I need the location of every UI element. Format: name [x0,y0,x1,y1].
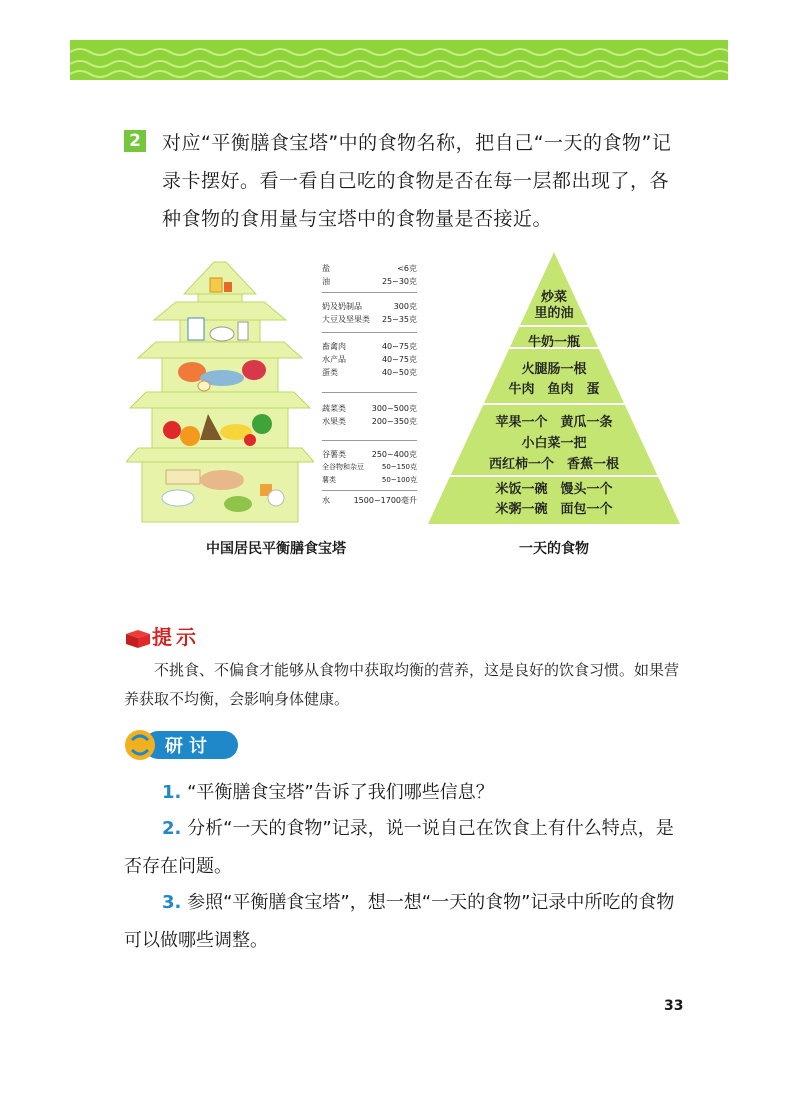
food-layer-grain: 米饭一碗 馒头一个 米粥一碗 面包一个 [495,482,613,517]
hint-title: 提示 [152,625,200,649]
table-row [322,353,417,366]
food-name: 奶及奶制品 [322,302,362,311]
food-name: 大豆及坚果类 [322,315,370,324]
discussion-question-3 [124,884,686,960]
question-number: 2. [162,818,182,839]
discussion-question-1 [124,774,686,812]
table-divider [322,332,417,333]
food-amount: 50~100克 [381,476,417,484]
balanced-diet-pagoda-illustration [126,254,314,528]
food-name: 水 [322,496,330,505]
table-row [322,494,417,507]
table-divider [322,392,417,393]
step-number-badge: 2 [124,130,146,152]
page-number: 33 [664,998,684,1014]
food-amount: <6克 [397,264,417,273]
food-layer-fruit-vegetable: 苹果一个 黄瓜一条 小白菜一把 西红柿一个 香蕉一根 [488,415,619,472]
food-name: 薯类 [322,476,336,484]
discussion-question-2 [124,810,686,886]
food-amount: 40~50克 [381,368,417,377]
table-divider [322,440,417,441]
food-amount: 200~350克 [371,417,417,426]
food-amount: 25~35克 [381,315,417,324]
food-name: 谷薯类 [322,450,346,459]
food-layer-meat: 火腿肠一根 牛肉 鱼肉 蛋 [508,362,600,397]
table-row [322,474,417,487]
table-group-meat [322,340,417,379]
table-group-grain-water [322,448,417,487]
table-group-water [322,494,417,507]
hint-text: 不挑食、不偏食才能够从食物中获取均衡的营养，这是良好的饮食习惯。如果营养获取不均衡，会影响身体健康。 [124,661,680,708]
food-name: 畜禽肉 [322,342,346,351]
food-amount: 40~75克 [381,355,417,364]
food-amount: 300克 [393,302,417,311]
table-row [322,313,417,326]
question-text: “平衡膳食宝塔”告诉了我们哪些信息？ [187,782,494,803]
food-name: 水产品 [322,355,346,364]
discussion-title: 研讨 [165,736,213,757]
question-text: 分析“一天的食物”记录，说一说自己在饮食上有什么特点，是否存在问题。 [124,818,674,877]
step-instruction-text: 对应“平衡膳食宝塔”中的食物名称，把自己“一天的食物”记录卡摆好。看一看自己吃的食物是否在每一层都出现了，各种食物的食用量与宝塔中的食物量是否接近。 [162,132,672,230]
table-divider [322,292,417,293]
table-row [322,461,417,474]
table-row [322,275,417,288]
food-name: 油 [322,277,330,286]
day-food-caption: 一天的食物 [519,541,589,557]
top-decorative-banner [70,40,728,80]
food-name: 蔬菜类 [322,404,346,413]
food-name: 盐 [322,264,330,273]
food-layer-milk: 牛奶一瓶 [527,335,580,350]
food-name: 水果类 [322,417,346,426]
table-group-salt-oil [322,262,417,288]
food-amount: 40~75克 [381,342,417,351]
table-row [322,448,417,461]
table-row [322,366,417,379]
food-amount: 250~400克 [371,450,417,459]
question-number: 1. [162,782,182,803]
table-row [322,300,417,313]
question-text: 参照“平衡膳食宝塔”，想一想“一天的食物”记录中所吃的食物可以做哪些调整。 [124,892,675,951]
question-number: 3. [162,892,182,913]
food-amount: 1500~1700毫升 [353,496,417,505]
pyramid-caption: 中国居民平衡膳食宝塔 [206,541,346,557]
red-box-icon [124,626,152,648]
food-amount: 300~500克 [371,404,417,413]
table-row [322,402,417,415]
table-divider [322,490,417,491]
table-row [322,262,417,275]
food-amount: 25~30克 [381,277,417,286]
food-amount: 50~150克 [381,463,417,471]
food-name: 全谷物和杂豆 [322,463,364,471]
table-row [322,340,417,353]
table-group-dairy [322,300,417,326]
food-layer-oil: 炒菜 里的油 [534,290,574,321]
table-group-vegetable-fruit [322,402,417,428]
food-name: 蛋类 [322,368,338,377]
table-row [322,415,417,428]
